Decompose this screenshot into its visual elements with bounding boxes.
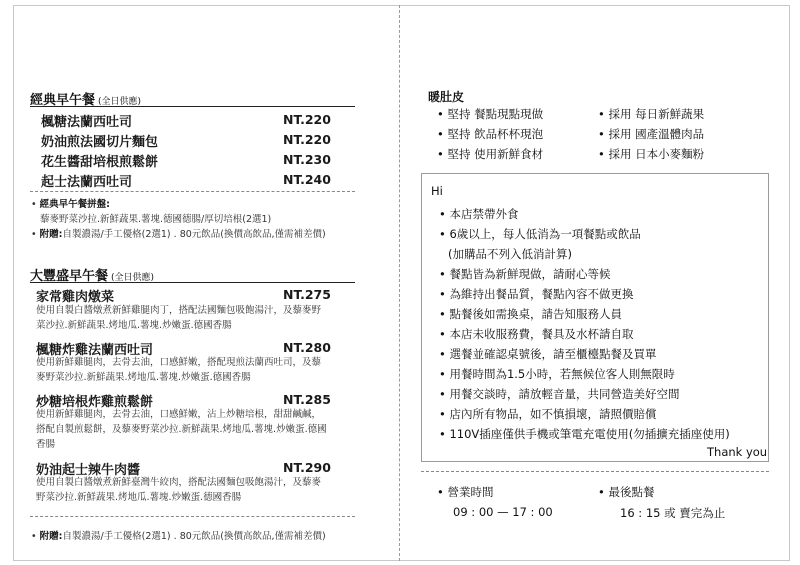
classic-item-name: 花生醬甜培根煎鬆餅: [41, 155, 159, 170]
last-order-label-text: 最後點餐: [608, 485, 655, 499]
rule-text: 為維持出餐品質，餐點內容不做更換: [449, 287, 634, 301]
hearty-item-price: NT.280: [283, 340, 331, 355]
hearty-subtitle: (全日供應): [111, 273, 155, 283]
desc-line: 使用自製白醬燉煮新鮮雞腿肉丁，搭配法國麵包吸飽湯汁，及藜麥野: [36, 305, 322, 316]
promise-text: 採用 國產溫體肉品: [608, 127, 705, 141]
classic-subtitle: (全日供應): [98, 97, 142, 107]
promise-text: 堅持 使用新鮮食材: [447, 147, 544, 161]
rule-item: • 餐點皆為新鮮現做，請耐心等候: [439, 267, 611, 281]
platter-text: 藜麥野菜沙拉.新鮮蔬果.薯塊.德國德腸/厚切培根(2選1): [40, 214, 272, 225]
rule-item-note: (加購品不列入低消計算): [448, 247, 572, 261]
hours-value: 09 : 00 — 17 : 00: [453, 505, 553, 519]
rule-item: • 本店未收服務費，餐具及水杯請自取: [439, 327, 634, 341]
classic-item-name: 楓糖法蘭西吐司: [41, 115, 133, 130]
classic-addon-note: • 附贈:自製濃湯/手工優格(2選1) . 80元飲品(換價高飲品,僅需補差價): [31, 229, 326, 240]
classic-item-name: 起士法蘭西吐司: [41, 175, 133, 190]
hearty-title: 大豐盛早午餐: [30, 269, 109, 284]
hearty-item-price: NT.285: [283, 392, 331, 407]
rule-item: • 為維持出餐品質，餐點內容不做更換: [439, 287, 634, 301]
hearty-item-price: NT.275: [283, 287, 331, 302]
hearty-item-desc: [36, 407, 356, 452]
rule-item: • 店內所有物品，如不慎損壞，請照價賠償: [439, 407, 657, 421]
rule-text: 選餐並確認桌號後，請至櫃檯點餐及買單: [449, 347, 657, 361]
desc-line: 搭配自製煎鬆餅，及藜麥野菜沙拉.新鮮蔬果.烤地瓜.薯塊.炒嫩蛋.德國: [36, 424, 327, 435]
promise-text: 採用 日本小麥麵粉: [608, 147, 705, 161]
classic-rule: [30, 106, 355, 107]
last-order-label: • 最後點餐: [598, 485, 655, 499]
classic-addon-text: 自製濃湯/手工優格(2選1) . 80元飲品(換價高飲品,僅需補差價): [62, 229, 326, 240]
desc-line: 使用新鮮雞腿肉，去骨去油，口感鮮嫩，沾上炒糖培根，甜甜鹹鹹，: [36, 409, 322, 420]
hearty-item-desc: [36, 355, 356, 385]
hearty-addon-note: • 附贈:自製濃湯/手工優格(2選1) . 80元飲品(換價高飲品,僅需補差價): [31, 531, 326, 542]
hearty-addon-label: 附贈:: [39, 531, 63, 542]
hearty-item-price: NT.290: [283, 460, 331, 475]
desc-line: 麥野菜沙拉.新鮮蔬果.烤地瓜.薯塊.炒嫩蛋.德國香腸: [36, 372, 251, 383]
hours-label: • 營業時間: [437, 485, 494, 499]
desc-line: 菜沙拉.新鮮蔬果.烤地瓜.薯塊.炒嫩蛋.德國香腸: [36, 320, 232, 331]
classic-addon-label: 附贈:: [39, 229, 63, 240]
promise-title: 暖肚皮: [428, 90, 465, 104]
promise-item: • 採用 每日新鮮蔬果: [598, 107, 705, 121]
thanks-text: Thank you: [707, 445, 768, 459]
hearty-item-name: 奶油起士辣牛肉醬: [36, 463, 141, 478]
hearty-item-desc: [36, 303, 356, 333]
platter-label: 經典早午餐拼盤:: [39, 199, 110, 210]
classic-item-name: 奶油煎法國切片麵包: [41, 135, 159, 150]
promise-text: 堅持 餐點現點現做: [447, 107, 544, 121]
classic-item-price: NT.220: [283, 112, 331, 127]
platter-note: • 經典早午餐拼盤:: [31, 199, 110, 210]
promise-item: • 採用 國產溫體肉品: [598, 127, 705, 141]
rule-text: 點餐後如需換桌，請告知服務人員: [449, 307, 622, 321]
rule-item: • 用餐交談時，請放輕音量，共同營造美好空間: [439, 387, 680, 401]
fold-line: [399, 5, 400, 561]
hearty-item-desc: [36, 475, 356, 505]
rule-text: 用餐時間為1.5小時，若無候位客人則無限時: [449, 367, 675, 381]
hearty-divider: [30, 516, 355, 517]
hours-divider: [421, 471, 769, 472]
hearty-item-name: 炒糖培根炸雞煎鬆餅: [36, 395, 154, 410]
promise-text: 堅持 飲品杯杯現泡: [447, 127, 544, 141]
rule-item: • 點餐後如需換桌，請告知服務人員: [439, 307, 622, 321]
rule-text: 6歲以上，每人低消為一項餐點或飲品: [449, 227, 641, 241]
desc-line: 野菜沙拉.新鮮蔬果.烤地瓜.薯塊.炒嫩蛋.德國香腸: [36, 492, 242, 503]
hearty-item-name: 家常雞肉燉菜: [36, 290, 115, 305]
hours-label-text: 營業時間: [447, 485, 494, 499]
rule-text: 用餐交談時，請放輕音量，共同營造美好空間: [449, 387, 680, 401]
classic-item-price: NT.240: [283, 172, 331, 187]
rule-item: • 本店禁帶外食: [439, 207, 519, 221]
promise-item: • 堅持 使用新鮮食材: [437, 147, 544, 161]
last-order-value: 16 : 15 或 賣完為止: [620, 506, 726, 520]
rules-greeting: Hi: [431, 184, 443, 198]
desc-line: 香腸: [36, 439, 56, 450]
rule-text: 店內所有物品，如不慎損壞，請照價賠償: [449, 407, 657, 421]
promise-item: • 堅持 餐點現點現做: [437, 107, 544, 121]
promise-item: • 採用 日本小麥麵粉: [598, 147, 705, 161]
rule-text: 本店未收服務費，餐具及水杯請自取: [449, 327, 634, 341]
hearty-item-name: 楓糖炸雞法蘭西吐司: [36, 343, 154, 358]
rule-item: • 選餐並確認桌號後，請至櫃檯點餐及買單: [439, 347, 657, 361]
rule-text: 110V插座僅供手機或筆電充電使用(勿插擴充插座使用): [449, 427, 730, 441]
classic-item-price: NT.220: [283, 132, 331, 147]
hearty-rule: [30, 282, 355, 283]
rule-item: • 110V插座僅供手機或筆電充電使用(勿插擴充插座使用): [439, 427, 730, 441]
hearty-addon-text: 自製濃湯/手工優格(2選1) . 80元飲品(換價高飲品,僅需補差價): [62, 531, 326, 542]
classic-title: 經典早午餐: [30, 93, 96, 108]
desc-line: 使用新鮮雞腿肉，去骨去油，口感鮮嫩，搭配現煎法蘭西吐司，及藜: [36, 357, 322, 368]
classic-divider: [30, 191, 355, 192]
rule-item: • 6歲以上，每人低消為一項餐點或飲品: [439, 227, 641, 241]
rule-item: • 用餐時間為1.5小時，若無候位客人則無限時: [439, 367, 675, 381]
rule-text: 本店禁帶外食: [449, 207, 519, 221]
classic-item-price: NT.230: [283, 152, 331, 167]
promise-item: • 堅持 飲品杯杯現泡: [437, 127, 544, 141]
desc-line: 使用自製白醬燉煮新鮮臺灣牛絞肉，搭配法國麵包吸飽湯汁，及藜麥: [36, 477, 322, 488]
rule-text: 餐點皆為新鮮現做，請耐心等候: [449, 267, 611, 281]
promise-text: 採用 每日新鮮蔬果: [608, 107, 705, 121]
